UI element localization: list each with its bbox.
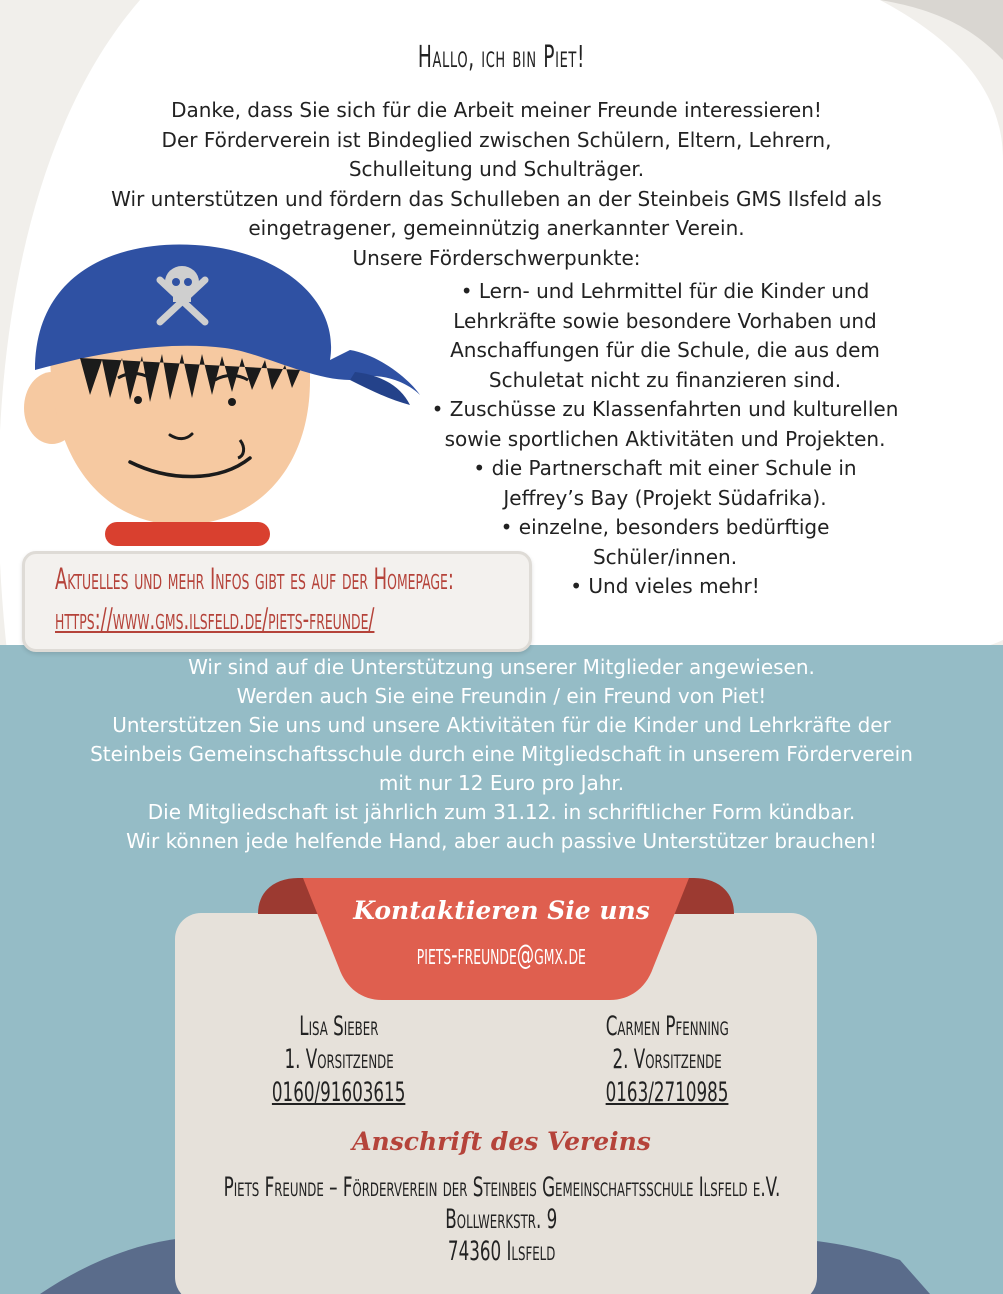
page-title: Hallo, ich bin Piet! xyxy=(417,40,586,75)
phone-number[interactable]: 0160/91603615 xyxy=(272,1077,406,1108)
person-name: Carmen Pfenning xyxy=(605,1011,729,1042)
focus-line: • Lern- und Lehrmittel für die Kinder und xyxy=(460,279,870,303)
address-heading: Anschrift des Vereins xyxy=(352,1127,651,1156)
person-name: Lisa Sieber xyxy=(299,1011,379,1042)
contact-person-1 xyxy=(179,1010,499,1109)
address-heading-wrap xyxy=(0,1126,1003,1158)
phone-number[interactable]: 0163/2710985 xyxy=(605,1077,729,1108)
intro-line: Wir unterstützen und fördern das Schulleben an der Steinbeis GMS Ilsfeld als xyxy=(111,186,882,211)
focus-line: Lehrkräfte sowie besondere Vorhaben und xyxy=(453,308,877,333)
focus-line: Schuletat nicht zu finanzieren sind. xyxy=(488,367,842,392)
focus-line: Schüler/innen. xyxy=(592,544,738,569)
focus-line: sowie sportlichen Aktivitäten und Projekten. xyxy=(444,426,886,451)
focus-line: • Zuschüsse zu Klassenfahrten und kulturellen xyxy=(431,397,899,421)
membership-line: Wir können jede helfende Hand, aber auch passive Unterstützer brauchen! xyxy=(126,829,877,853)
focus-line: Anschaffungen für die Schule, die aus dem xyxy=(450,338,880,362)
intro-line: Schulleitung und Schulträger. xyxy=(348,157,645,181)
email-wrap xyxy=(0,938,1003,971)
homepage-callout xyxy=(22,551,532,652)
membership-line: Werden auch Sie eine Freundin / ein Freund von Piet! xyxy=(236,684,767,708)
focus-line: • die Partnerschaft mit einer Schule in xyxy=(473,456,857,480)
focus-line: Jeffrey’s Bay (Projekt Südafrika). xyxy=(503,485,827,510)
membership-line: Steinbeis Gemeinschaftsschule durch eine Mitgliedschaft in unserem Förderverein xyxy=(90,742,913,766)
contact-heading-wrap xyxy=(0,896,1003,925)
address-line: Piets Freunde – Förderverein der Steinbeis Gemeinschaftsschule Ilsfeld e.V. xyxy=(223,1172,780,1203)
intro-line: Unsere Förderschwerpunkte: xyxy=(352,245,641,270)
callout-text: Aktuelles und mehr Infos gibt es auf der Homepage: xyxy=(55,562,454,596)
pirate-boy-illustration xyxy=(10,230,430,550)
focus-line: • Und vieles mehr! xyxy=(570,574,760,598)
contact-email[interactable]: piets-freunde@gmx.de xyxy=(416,938,587,971)
membership-line: Unterstützen Sie uns und unsere Aktivitäten für die Kinder und Lehrkräfte der xyxy=(112,713,891,737)
focus-line: • einzelne, besonders bedürftige xyxy=(500,515,830,539)
address-line: Bollwerkstr. 9 xyxy=(445,1204,558,1235)
intro-line: Der Förderverein ist Bindeglied zwischen Schülern, Eltern, Lehrern, xyxy=(161,127,832,152)
intro-text xyxy=(40,96,953,273)
intro-line: eingetragener, gemeinnützig anerkannter Verein. xyxy=(248,216,745,240)
contact-heading: Kontaktieren Sie uns xyxy=(353,896,650,925)
address-line: 74360 Ilsfeld xyxy=(447,1236,556,1267)
contact-person-2 xyxy=(507,1010,827,1109)
membership-line: Die Mitgliedschaft ist jährlich zum 31.12. in schriftlicher Form kündbar. xyxy=(147,800,856,824)
person-role: 2. Vorsitzende xyxy=(612,1044,722,1075)
person-role: 1. Vorsitzende xyxy=(284,1044,394,1075)
membership-line: mit nur 12 Euro pro Jahr. xyxy=(378,771,625,795)
homepage-link[interactable]: https://www.gms.ilsfeld.de/piets-freunde/ xyxy=(55,602,375,636)
address-block xyxy=(0,1172,1003,1268)
membership-text xyxy=(0,653,1003,856)
membership-line: Wir sind auf die Unterstützung unserer Mitglieder angewiesen. xyxy=(188,655,815,679)
intro-line: Danke, dass Sie sich für die Arbeit meiner Freunde interessieren! xyxy=(171,98,822,122)
